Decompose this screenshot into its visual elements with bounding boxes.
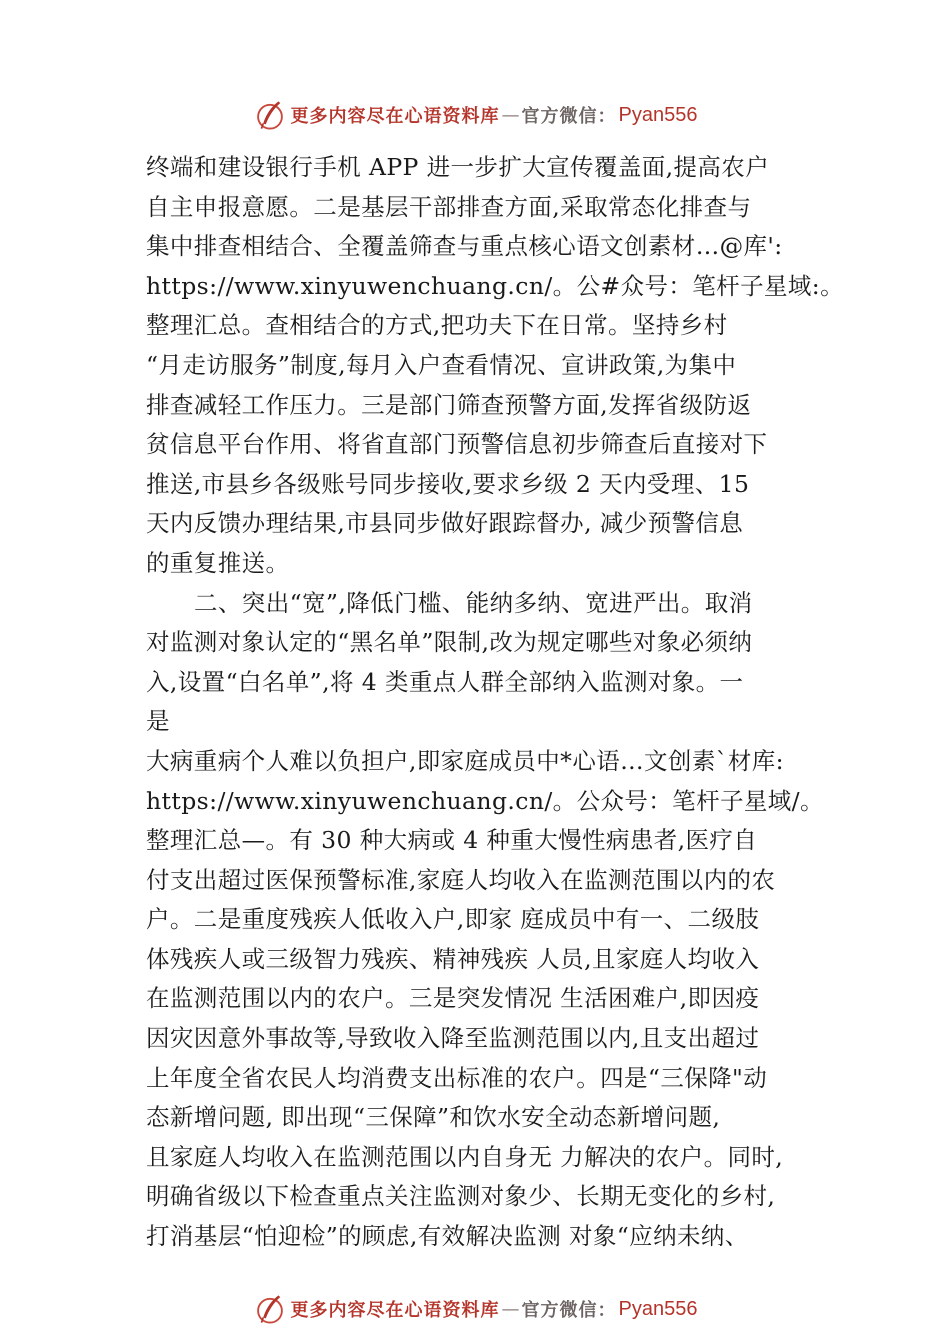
brand-text: 更多内容尽在心语资料库 [290, 1300, 500, 1321]
text-line: 打消基层“怕迎检”的顾虑,有效解决监测 对象“应纳未纳、 [146, 1222, 749, 1251]
text-line: 付支出超过医保预警标准,家庭人均收入在监测范围以内的农 [146, 865, 776, 894]
text-line: “月走访服务”制度,每月入户查看情况、宣讲政策,为集中 [146, 350, 737, 379]
quill-pen-logo-icon [253, 1292, 287, 1326]
text-line: 贫信息平台作用、将省直部门预警信息初步筛查后直接对下 [146, 430, 768, 459]
wechat-id: Pyan556 [618, 1297, 698, 1320]
separator-dash: — [501, 104, 520, 126]
document-body [146, 148, 866, 1257]
text-line: 推送,市县乡各级账号同步接收,要求乡级 2 天内受理、15 [146, 469, 750, 498]
text-line: https://www.xinyuwenchuang.cn/。公众号：笔杆子星域/。 [146, 786, 824, 815]
brand-text: 更多内容尽在心语资料库 [290, 106, 500, 127]
section-heading-line: 二、突出“宽”,降低门槛、能纳多纳、宽进严出。取消 [194, 588, 753, 617]
text-line: 是 [146, 707, 170, 736]
text-line: 整理汇总。查相结合的方式,把功夫下在日常。坚持乡村 [146, 311, 728, 340]
wechat-id: Pyan556 [618, 103, 698, 126]
text-line: 集中排查相结合、全覆盖筛查与重点核心语文创素材…@库': [146, 232, 783, 261]
header-banner [0, 95, 950, 135]
text-line: 入,设置“白名单”,将 4 类重点人群全部纳入监测对象。一 [146, 667, 744, 696]
text-line: 在监测范围以内的农户。三是突发情况 生活困难户,即因疫 [146, 984, 760, 1013]
text-line: 整理汇总—。有 30 种大病或 4 种重大慢性病患者,医疗自 [146, 826, 758, 855]
text-line: 因灾因意外事故等,导致收入降至监测范围以内,且支出超过 [146, 1024, 760, 1053]
text-line: 上年度全省农民人均消费支出标准的农户。四是“三保降"动 [146, 1063, 768, 1092]
footer-banner [0, 1289, 950, 1329]
text-line: 体残疾人或三级智力残疾、精神残疾 人员,且家庭人均收入 [146, 944, 760, 973]
wechat-label: 官方微信： [521, 106, 617, 127]
separator-dash: — [501, 1298, 520, 1320]
text-line: 终端和建设银行手机 APP 进一步扩大宣传覆盖面,提高农户 [146, 153, 770, 181]
text-line: 对监测对象认定的“黑名单”限制,改为规定哪些对象必须纳 [146, 628, 753, 657]
wechat-label: 官方微信： [521, 1300, 617, 1321]
text-line: https://www.xinyuwenchuang.cn/。公#众号：笔杆子星域:。 [146, 271, 844, 300]
quill-pen-logo-icon [253, 98, 287, 132]
text-line: 大病重病个人难以负担户,即家庭成员中*心语…文创素`材库: [146, 746, 784, 775]
text-line: 户。二是重度残疾人低收入户,即家 庭成员中有一、二级肢 [146, 905, 760, 934]
text-line: 天内反馈办理结果,市县同步做好跟踪督办, 减少预警信息 [146, 509, 744, 538]
text-line: 且家庭人均收入在监测范围以内自身无 力解决的农户。同时, [146, 1142, 784, 1171]
text-line: 的重复推送。 [146, 548, 290, 577]
text-line: 态新增问题, 即出现“三保障”和饮水安全动态新增问题, [146, 1103, 721, 1132]
text-line: 明确省级以下检查重点关注监测对象少、长期无变化的乡村, [146, 1182, 776, 1211]
text-line: 排查减轻工作压力。三是部门筛查预警方面,发挥省级防返 [146, 390, 752, 419]
text-line: 自主申报意愿。二是基层干部排查方面,采取常态化排查与 [146, 192, 752, 221]
